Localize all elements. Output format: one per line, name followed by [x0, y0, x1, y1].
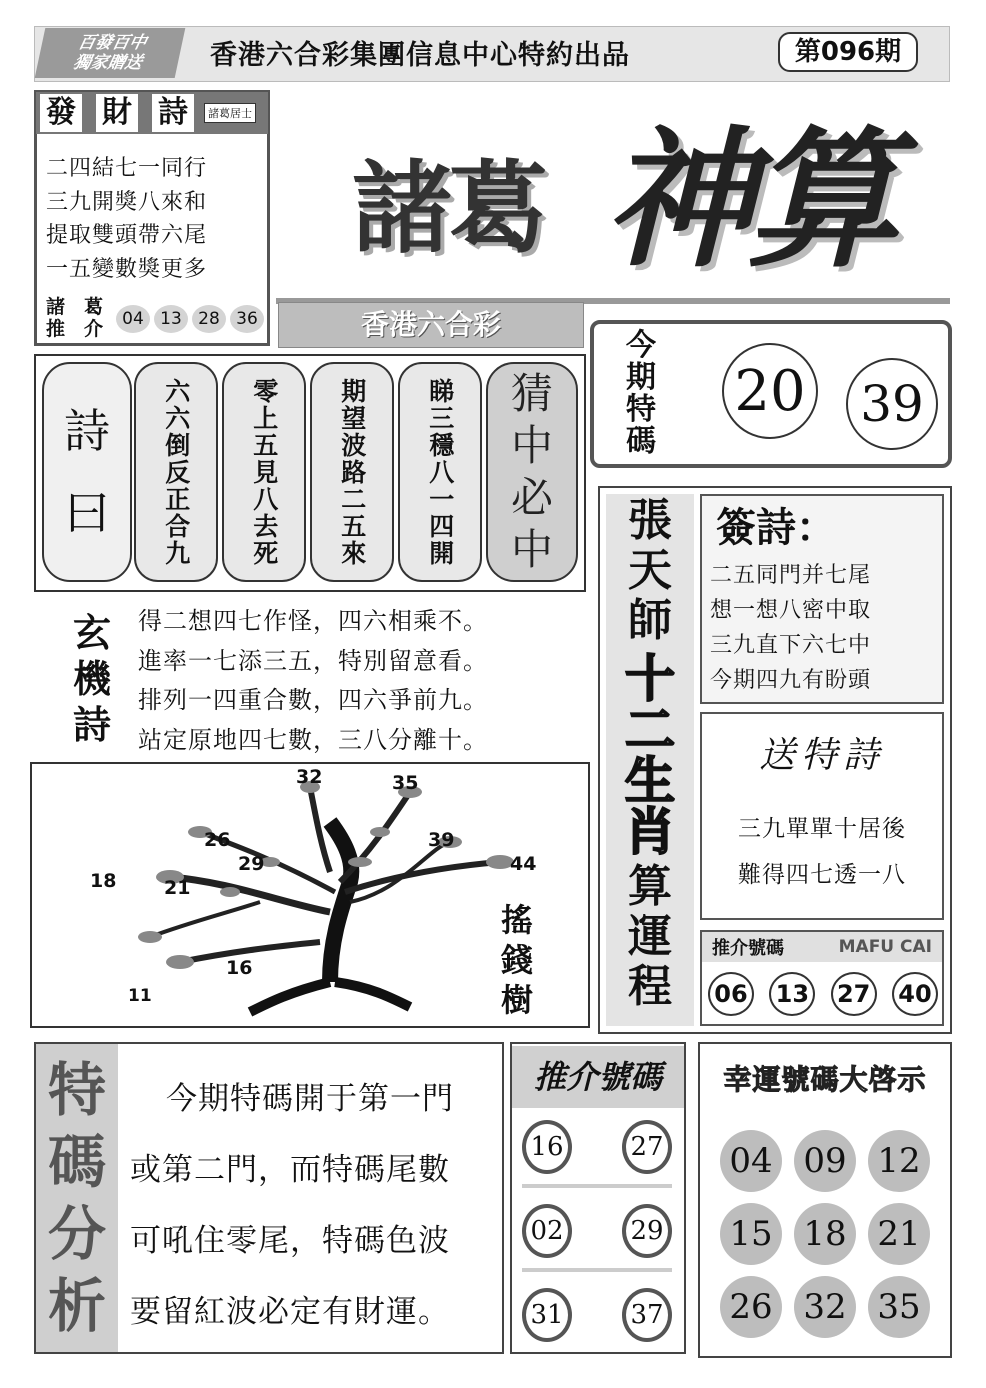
recommended-box-brand: MAFU CAI: [838, 937, 932, 957]
mystery-line: 進率一七添三五，特別留意看。: [138, 646, 488, 675]
poem-motto-char: 必: [510, 473, 553, 522]
lucky-ball: 35: [868, 1276, 930, 1338]
zhang-fortune-char: 運: [628, 911, 672, 962]
zhang-zodiac-char: 二: [625, 701, 675, 759]
fortune-recommend-label-1: 諸 葛: [46, 296, 104, 318]
zhang-tianshi-name: [612, 496, 688, 646]
fortune-line: 提取雙頭帶六尾: [46, 223, 208, 248]
masthead-title-b: 神算: [604, 112, 893, 288]
zhang-zodiac-char: 十: [625, 650, 675, 708]
tree-number: 26: [204, 829, 231, 851]
recommended-box-header: [702, 932, 942, 962]
corner-tag-line-1: 百發百中: [76, 32, 149, 53]
zhang-name-char: 師: [628, 595, 672, 646]
analysis-label: [36, 1044, 118, 1352]
fortune-author: 諸葛居士: [204, 103, 256, 123]
gift-line: 難得四七透一八: [738, 862, 906, 888]
tree-number: 44: [510, 853, 537, 875]
zhang-zodiac-char: 肖: [625, 803, 675, 861]
recommended-box-label: 推介號碼: [712, 938, 784, 959]
mystery-line: 站定原地四七數，三八分離十。: [138, 725, 488, 754]
poem-column: [222, 362, 306, 582]
recommended-box-ball: 27: [831, 972, 877, 1016]
issue-badge: 第096期: [778, 32, 918, 72]
poem-column-text: 零上五見八去死: [249, 377, 279, 567]
analysis-label-char: 析: [47, 1272, 106, 1340]
fortune-line: 一五變數獎更多: [46, 256, 208, 282]
lucky-numbers-grid: [714, 1124, 936, 1344]
zhang-name-char: 張: [628, 495, 672, 546]
poem-column: [134, 362, 218, 582]
analysis-line: 要留紅波必定有財運。: [130, 1294, 450, 1330]
tree-number: 29: [238, 853, 265, 875]
analysis-label-char: 碼: [47, 1128, 106, 1196]
fortune-poem-tabs: [36, 92, 268, 134]
masthead-subtitle: 香港六合彩: [360, 308, 501, 341]
mystery-label-char: 詩: [72, 703, 111, 747]
poem-column-text: 期望波路二五來: [337, 377, 367, 567]
lottery-line: 三九直下六七中: [710, 633, 872, 658]
mystery-label-char: 機: [72, 657, 111, 701]
fortune-number-ball: 13: [154, 305, 188, 333]
lottery-line: 今期四九有盼頭: [710, 668, 872, 693]
fortune-recommend-label: [46, 296, 112, 340]
mystery-line: 排列一四重合數，四六爭前九。: [138, 686, 488, 714]
fortune-line: 二四結七一同行: [46, 156, 208, 181]
zhang-name-char: 天: [628, 545, 672, 596]
corner-tag-line-2: 獨家贈送: [71, 53, 144, 73]
special-number-label: [612, 330, 670, 458]
recommended-pair-row: [522, 1120, 672, 1188]
poem-motto-char: 中: [510, 525, 553, 574]
analysis-line: 今期特碼開于第一門: [166, 1081, 454, 1117]
gift-poem-title: 送特詩: [758, 735, 885, 776]
special-number-ball: 20: [722, 343, 818, 439]
recommended-pairs: [522, 1120, 672, 1342]
fortune-number-ball: 28: [192, 305, 226, 333]
poem-motto-char: 猜: [510, 369, 553, 418]
poem-column: [310, 362, 394, 582]
tree-number: 11: [128, 986, 152, 1006]
tree-number: 21: [164, 877, 191, 899]
zhang-fortune-char: 程: [628, 961, 672, 1012]
poem-column-text: 睇三穩八一四開: [425, 377, 455, 567]
lottery-poem-lines: [710, 558, 940, 698]
fortune-number-ball: 04: [116, 305, 150, 333]
gift-line: 三九單單十居後: [738, 816, 906, 842]
special-label-char: 今: [626, 328, 656, 363]
masthead-title-a: 諸葛: [352, 149, 544, 267]
special-number-ball: 39: [846, 358, 938, 450]
lucky-numbers-title: 幸運號碼大啓示: [723, 1063, 927, 1096]
fortune-number-ball: 36: [230, 305, 264, 333]
recommended-ball: 29: [622, 1204, 672, 1258]
poem-column-text: 六六倒反正合九: [161, 377, 191, 567]
lucky-ball: 32: [794, 1276, 856, 1338]
fortune-tab-fa: 發: [40, 94, 82, 132]
tree-number: 32: [296, 766, 323, 788]
lottery-line: 想一想八密中取: [710, 598, 872, 623]
fortune-line: 三九開獎八來和: [46, 189, 208, 215]
tree-number: 35: [392, 772, 419, 794]
recommended-box-ball: 06: [708, 972, 754, 1016]
recommended-ball: 16: [522, 1120, 572, 1174]
corner-tag: [35, 28, 186, 78]
fortune-poem-lines: [46, 152, 262, 286]
zhang-fortune-char: 算: [628, 861, 672, 912]
recommended-ball: 37: [622, 1288, 672, 1342]
tree-number: 39: [428, 829, 455, 851]
fortune-tab-shi: 詩: [152, 94, 194, 132]
mystery-poem-lines: [138, 602, 590, 760]
fortune-tab-cai: 財: [96, 94, 138, 132]
money-tree-label-char: 樹: [500, 981, 533, 1019]
lucky-ball: 04: [720, 1130, 782, 1192]
zhang-tianshi-zodiac: [612, 650, 688, 861]
lucky-ball: 18: [794, 1203, 856, 1265]
poem-heading: [42, 362, 132, 582]
poem-column: [398, 362, 482, 582]
recommended-box-ball: 40: [892, 972, 938, 1016]
lucky-ball: 21: [868, 1203, 930, 1265]
tree-number: 18: [90, 870, 117, 892]
analysis-label-char: 分: [47, 1200, 106, 1268]
money-tree-label: [482, 898, 552, 1022]
mystery-label-char: 玄: [72, 611, 111, 655]
analysis-lines: [130, 1064, 500, 1348]
lucky-ball: 26: [720, 1276, 782, 1338]
special-label-char: 碼: [626, 424, 656, 459]
mystery-line: 得二想四七作怪，四六相乘不。: [138, 607, 488, 635]
special-label-char: 特: [626, 392, 656, 427]
lucky-ball: 09: [794, 1130, 856, 1192]
recommended-pair-row: [522, 1204, 672, 1272]
poem-heading-char: 曰: [64, 486, 110, 540]
zhang-zodiac-char: 生: [625, 752, 675, 810]
mystery-poem-label: [62, 604, 122, 754]
gift-poem-lines: [700, 806, 944, 898]
special-label-char: 期: [626, 360, 656, 395]
zhang-tianshi-fortune: [612, 862, 688, 1012]
poem-heading-char: 詩: [64, 404, 110, 458]
header-title: 香港六合彩集團信息中心特約出品: [210, 40, 630, 71]
poem-motto-char: 中: [510, 421, 553, 470]
recommended-ball: 31: [522, 1288, 572, 1342]
poem-motto: [486, 362, 578, 582]
lucky-ball: 15: [720, 1203, 782, 1265]
lucky-ball: 12: [868, 1130, 930, 1192]
money-tree-label-char: 搖: [500, 901, 533, 939]
analysis-line: 或第二門，而特碼尾數: [130, 1152, 450, 1188]
analysis-label-char: 特: [47, 1056, 106, 1124]
fortune-numbers: [116, 305, 264, 333]
lottery-poem-title: 簽詩：: [716, 505, 836, 551]
money-tree-label-char: 錢: [500, 941, 533, 979]
recommended-ball: 27: [622, 1120, 672, 1174]
tree-number: 16: [226, 957, 253, 979]
recommended-box-ball: 13: [769, 972, 815, 1016]
fortune-recommend-label-2: 推 介: [46, 318, 104, 340]
analysis-line: 可吼住零尾，特碼色波: [130, 1223, 450, 1259]
recommended-pair-row: [522, 1288, 672, 1342]
recommended-box-numbers: [708, 972, 938, 1016]
recommended-ball: 02: [522, 1204, 572, 1258]
recommended-numbers-title: 推介號碼: [512, 1046, 684, 1108]
lottery-line: 二五同門并七尾: [710, 563, 872, 588]
